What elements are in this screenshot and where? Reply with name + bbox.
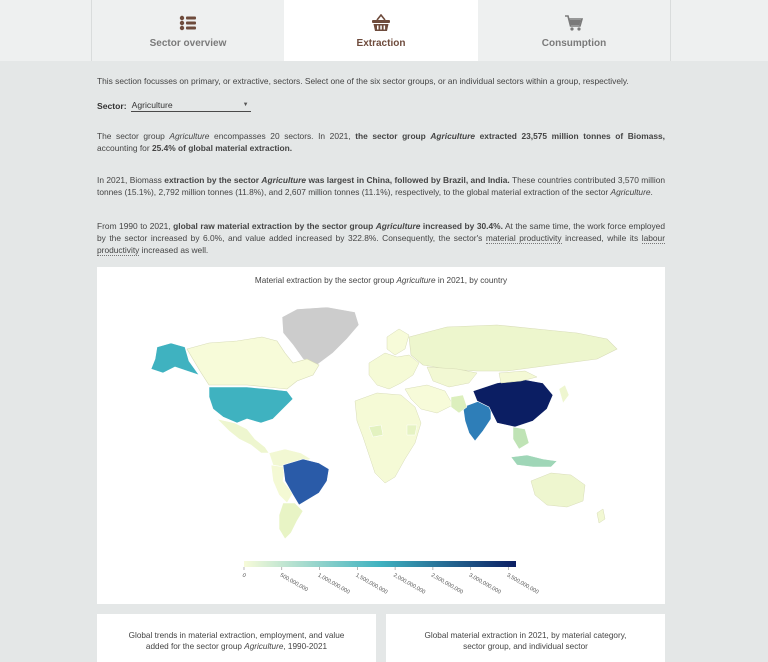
sector-value: Agriculture xyxy=(131,100,173,110)
choropleth-map[interactable] xyxy=(97,267,665,604)
legend-tick-label: 0 xyxy=(241,572,247,580)
country-new-zealand xyxy=(597,509,605,523)
text: These countries contributed 3,570 million tonnes (15.1%), 2,792 million tonnes (11.8%), and 2,607 million tonnes (11.1%), respectively, to the global material extraction of the sector xyxy=(97,175,666,197)
labour-productivity-tooltip[interactable]: labour productivity xyxy=(97,233,665,255)
country-japan xyxy=(559,385,569,403)
text: From 1990 to 2021, xyxy=(97,221,174,231)
text: Agriculture xyxy=(169,131,210,141)
text: the sector group xyxy=(355,131,431,141)
tab-extraction[interactable] xyxy=(284,0,478,61)
legend-tick-label: 1,500,000,000 xyxy=(354,572,389,596)
text: added for the sector group xyxy=(145,642,245,651)
legend-tick-label: 1,000,000,000 xyxy=(316,572,351,596)
text: Agriculture xyxy=(430,131,476,141)
chevron-down-icon: ▼ xyxy=(242,102,249,108)
basket-icon xyxy=(371,14,391,32)
cart-icon xyxy=(564,14,584,32)
country-ethiopia xyxy=(407,425,417,435)
legend-colorbar xyxy=(244,561,516,567)
legend-tick-label: 500,000,000 xyxy=(278,572,309,594)
country-usa xyxy=(209,387,293,423)
material-category-card xyxy=(386,614,665,662)
trends-card xyxy=(97,614,376,662)
legend-tick-label: 3,500,000,000 xyxy=(505,572,540,596)
country-argentina xyxy=(279,503,303,539)
tab-bar xyxy=(0,0,768,61)
text: increased, while its xyxy=(561,233,642,243)
text: Material extraction by the sector group xyxy=(254,276,397,285)
country-se-asia xyxy=(513,427,529,449)
sector-selector xyxy=(97,99,251,112)
tab-consumption[interactable] xyxy=(478,0,671,61)
sector-dropdown[interactable] xyxy=(131,99,251,112)
text: accounting for xyxy=(97,143,152,153)
card-title-line: sector group, and individual sector xyxy=(463,642,588,651)
summary-paragraph xyxy=(97,130,665,154)
material-productivity-tooltip[interactable]: material productivity xyxy=(485,233,562,243)
legend-tick-label: 2,500,000,000 xyxy=(429,572,464,596)
text: in 2021, by country xyxy=(435,276,508,285)
top-countries-paragraph xyxy=(97,174,665,198)
country-indonesia xyxy=(511,455,557,467)
text: , 1990-2021 xyxy=(283,642,328,651)
list-icon xyxy=(179,14,197,32)
tab-sector-overview[interactable] xyxy=(91,0,284,61)
tab-label: Consumption xyxy=(541,38,607,49)
tab-label: Extraction xyxy=(356,38,406,49)
sector-label: Sector: xyxy=(97,100,127,111)
trend-paragraph xyxy=(97,220,665,256)
country-australia xyxy=(531,473,585,507)
text: was largest in China, followed by Brazil, and India. xyxy=(306,175,510,185)
card-title-line xyxy=(97,641,376,652)
text: In 2021, Biomass xyxy=(97,175,165,185)
country-africa xyxy=(355,393,421,483)
text: . xyxy=(650,187,653,197)
text: Agriculture xyxy=(610,187,651,197)
world-map-card xyxy=(97,267,665,604)
country-greenland xyxy=(282,307,359,365)
legend-tick-label: 3,000,000,000 xyxy=(467,572,502,596)
text: The sector group xyxy=(97,131,170,141)
text: increased by 30.4%. xyxy=(420,221,503,231)
country-russia xyxy=(409,325,617,371)
text: encompasses 20 sectors. In 2021, xyxy=(209,131,356,141)
card-title-line: Global trends in material extraction, employment, and value xyxy=(128,631,345,640)
text: extracted 23,575 million tonnes of Biomass, xyxy=(475,131,665,141)
text: global raw material extraction by the sector group xyxy=(173,221,376,231)
text: Agriculture xyxy=(244,642,284,651)
intro-text: This section focusses on primary, or extractive, sectors. Select one of the six sector groups, or an individual sectors within a group, respectively. xyxy=(97,76,629,86)
country-scandinavia xyxy=(387,329,409,355)
text: Agriculture xyxy=(261,175,307,185)
legend-ticks xyxy=(241,567,539,596)
text: extraction by the sector xyxy=(164,175,262,185)
text: Agriculture xyxy=(375,221,421,231)
country-europe xyxy=(369,353,419,389)
text: 25.4% of global material extraction. xyxy=(151,143,293,153)
text: At the same time, the work force employed by the sector increased by 6.0%, and value added increased by 322.8%. Consequently, the sector's xyxy=(97,221,665,243)
card-title-line: Global material extraction in 2021, by material category, xyxy=(424,631,627,640)
tab-label: Sector overview xyxy=(149,38,227,49)
country-mexico xyxy=(217,419,269,453)
legend-tick-label: 2,000,000,000 xyxy=(392,572,427,596)
text: Agriculture xyxy=(396,276,436,285)
text: increased as well. xyxy=(139,245,209,255)
